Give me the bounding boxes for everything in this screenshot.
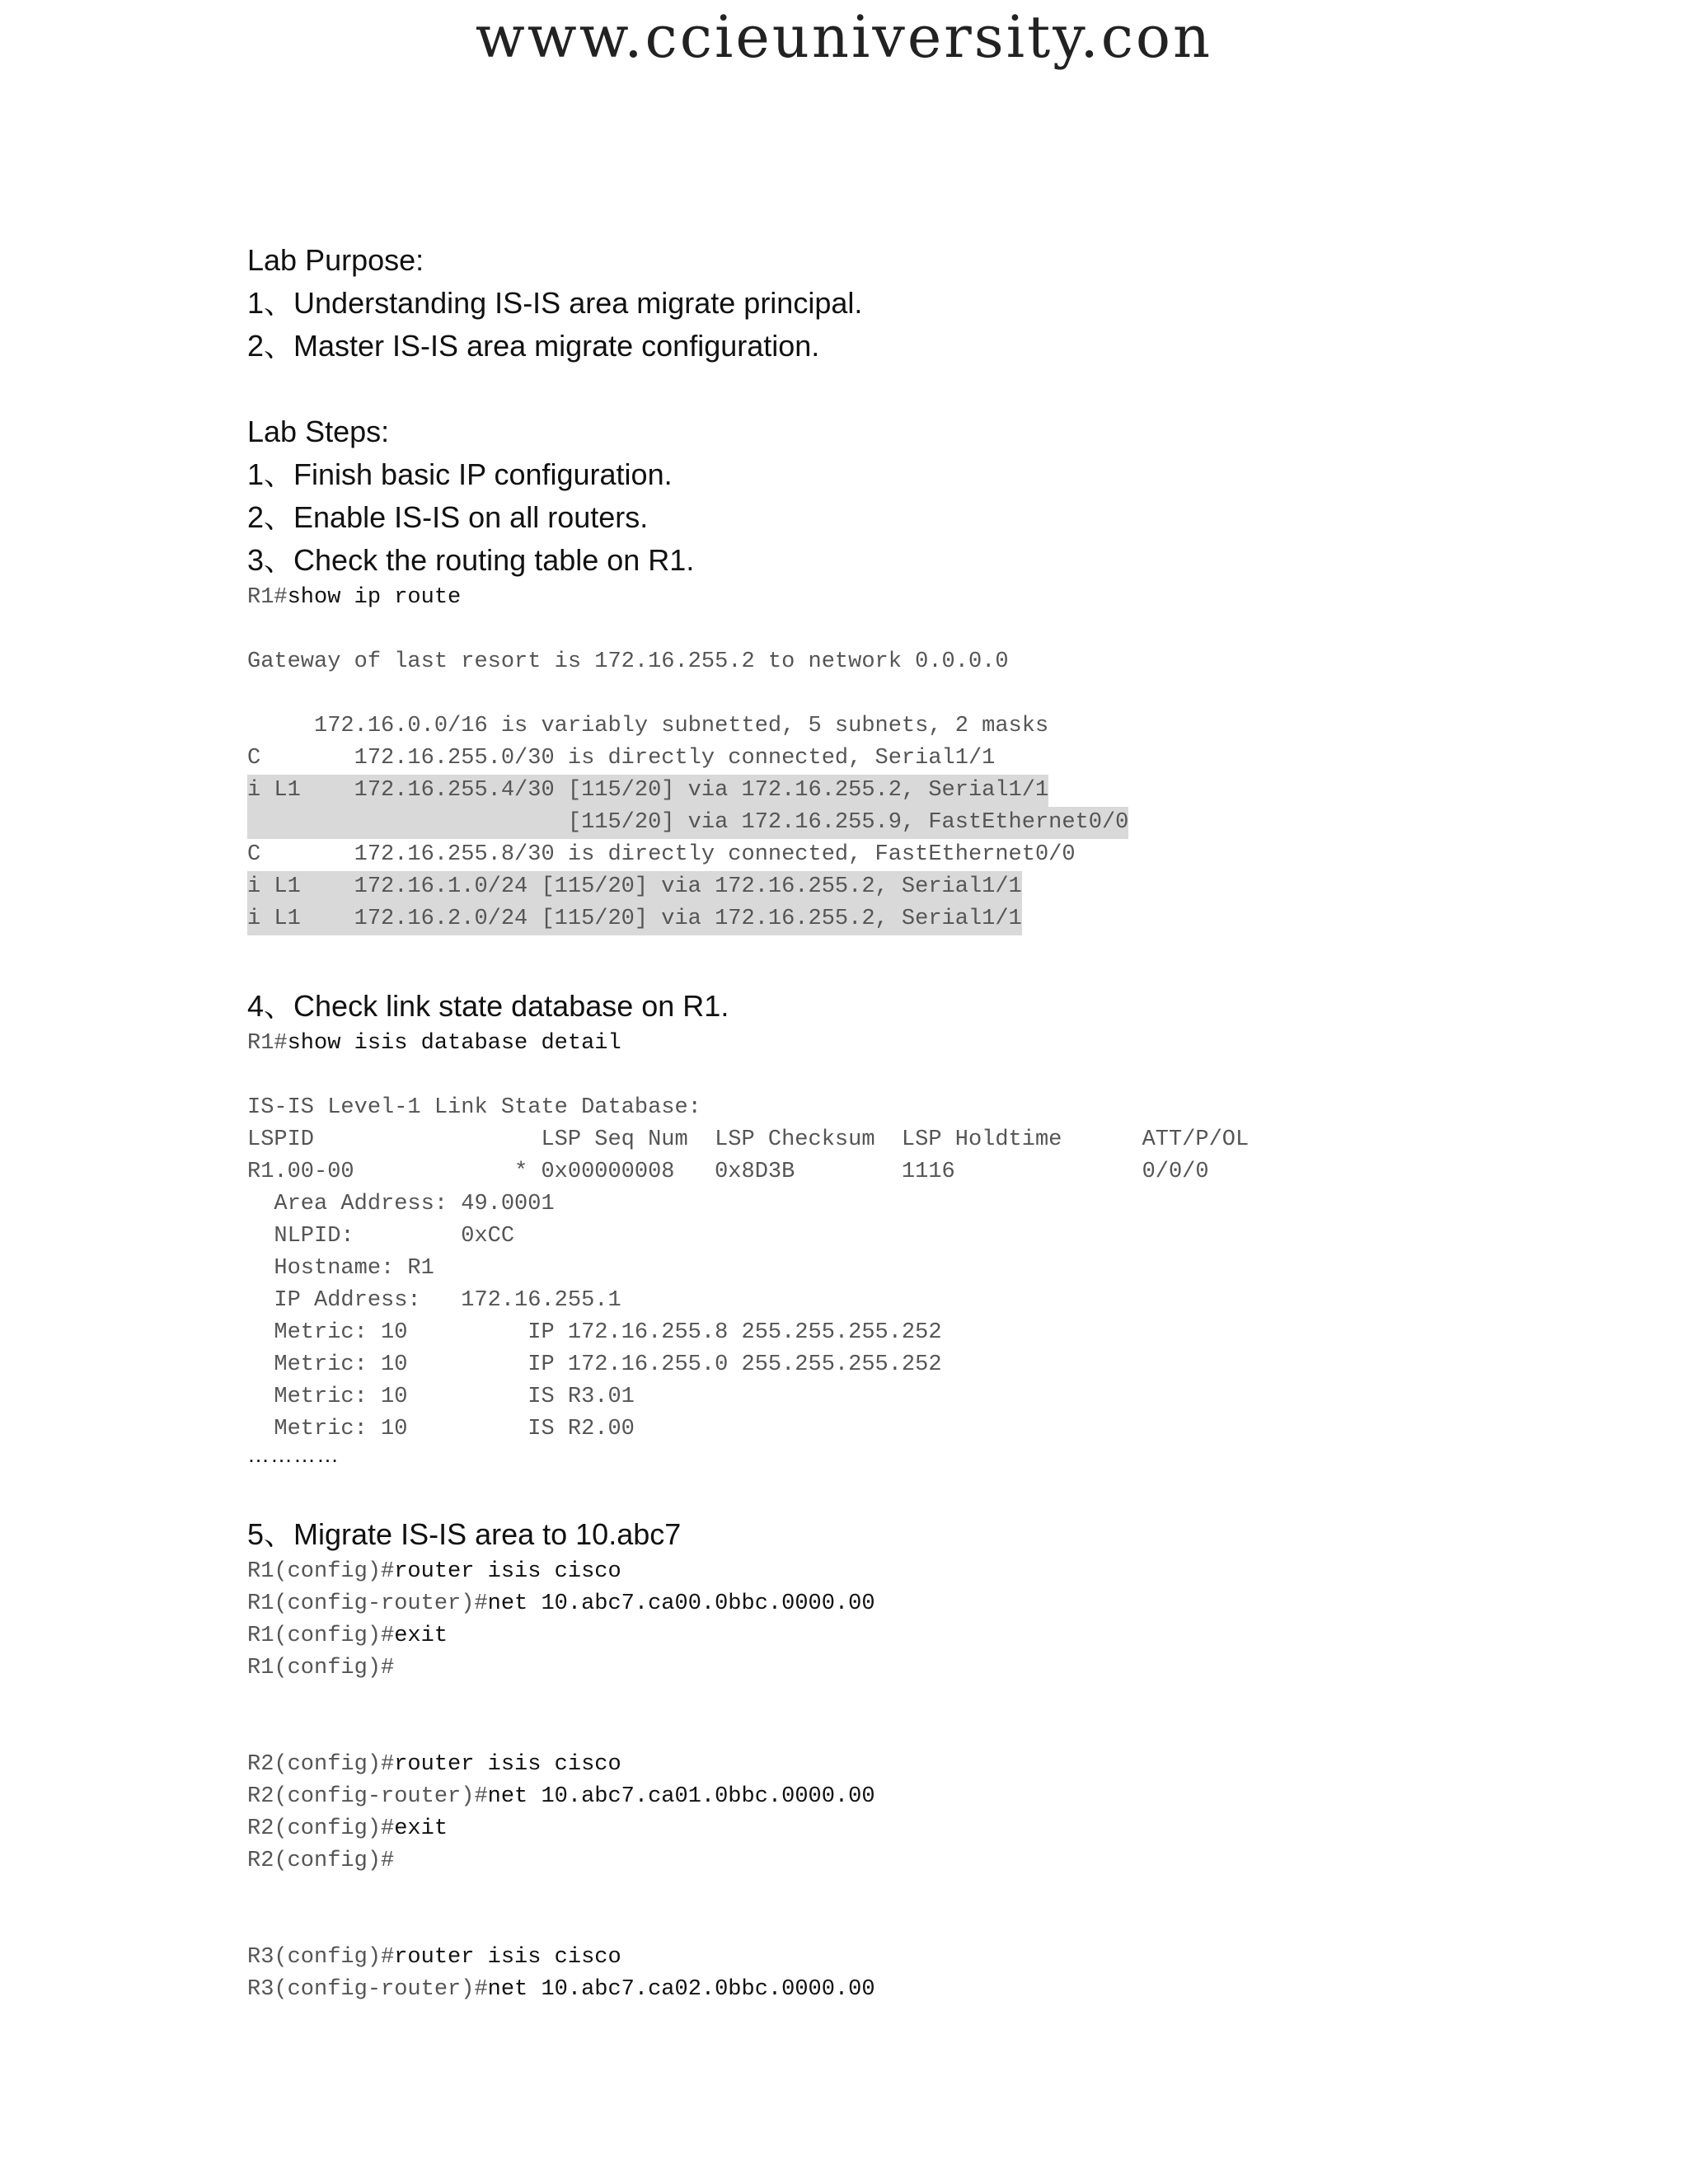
route-line-highlighted: i L1 172.16.255.4/30 [115/20] via 172.16.255.2, Serial1/1 [247, 775, 1048, 807]
isis-line: Metric: 10 IS R2.00 [247, 1417, 635, 1441]
config-line: R2(config)#exit [247, 1816, 448, 1841]
isis-line: LSPID LSP Seq Num LSP Checksum LSP Holdtime ATT/P/OL [247, 1127, 1250, 1152]
isis-line: R1.00-00 * 0x00000008 0x8D3B 1116 0/0/0 [247, 1160, 1209, 1184]
isis-line: Area Address: 49.0001 [247, 1192, 555, 1216]
isis-command-line [247, 1028, 1648, 1060]
config-line: R2(config)#router isis cisco [247, 1752, 621, 1777]
prompt: R1# [247, 1031, 288, 1056]
config-line: R3(config)#router isis cisco [247, 1945, 621, 1970]
config-line: R1(config)#router isis cisco [247, 1559, 621, 1584]
purpose-item-2: 2、Master IS-IS area migrate configuration. [247, 329, 820, 363]
step-4: 4、Check link state database on R1. [247, 989, 729, 1023]
purpose-title: Lab Purpose: [247, 243, 424, 277]
route-line: 172.16.0.0/16 is variably subnetted, 5 subnets, 2 masks [247, 714, 1049, 738]
config-line: R1(config)# [247, 1656, 395, 1680]
isis-line: NLPID: 0xCC [247, 1224, 515, 1249]
step-1: 1、Finish basic IP configuration. [247, 457, 673, 491]
site-watermark: www.ccieuniversity.con [475, 3, 1213, 71]
prompt: R1# [247, 585, 288, 610]
command: show isis database detail [287, 1031, 621, 1056]
ellipsis: ………… [247, 1442, 340, 1467]
config-line: R2(config-router)#net 10.abc7.ca01.0bbc.0000.00 [247, 1784, 875, 1809]
config-line: R2(config)# [247, 1849, 395, 1873]
step-3: 3、Check the routing table on R1. [247, 543, 695, 577]
purpose-item-1: 1、Understanding IS-IS area migrate principal. [247, 286, 863, 320]
isis-line: Metric: 10 IS R3.01 [247, 1385, 635, 1409]
config-line: R3(config-router)#net 10.abc7.ca02.0bbc.0000.00 [247, 1977, 875, 2002]
isis-line: Hostname: R1 [247, 1256, 434, 1281]
route-line: C 172.16.255.0/30 is directly connected, Serial1/1 [247, 746, 996, 771]
step-5: 5、Migrate IS-IS area to 10.abc7 [247, 1517, 682, 1551]
route-line-highlighted: i L1 172.16.1.0/24 [115/20] via 172.16.255.2, Serial1/1 [247, 871, 1022, 903]
isis-line: Metric: 10 IP 172.16.255.0 255.255.255.252 [247, 1352, 942, 1377]
lab-content [247, 239, 1648, 2006]
steps-title: Lab Steps: [247, 415, 390, 448]
config-line: R1(config-router)#net 10.abc7.ca00.0bbc.0000.00 [247, 1591, 875, 1616]
isis-line: IS-IS Level-1 Link State Database: [247, 1095, 701, 1120]
route-line-highlighted: [115/20] via 172.16.255.9, FastEthernet0/0 [247, 807, 1128, 839]
command: show ip route [287, 585, 462, 610]
isis-line: IP Address: 172.16.255.1 [247, 1288, 621, 1313]
isis-line: Metric: 10 IP 172.16.255.8 255.255.255.252 [247, 1320, 942, 1345]
gateway-line: Gateway of last resort is 172.16.255.2 to network 0.0.0.0 [247, 649, 1009, 674]
config-line: R1(config)#exit [247, 1624, 448, 1648]
route-command-line [247, 582, 1648, 614]
route-line: C 172.16.255.8/30 is directly connected, FastEthernet0/0 [247, 842, 1076, 867]
route-line-highlighted: i L1 172.16.2.0/24 [115/20] via 172.16.255.2, Serial1/1 [247, 903, 1022, 935]
step-2: 2、Enable IS-IS on all routers. [247, 500, 649, 534]
